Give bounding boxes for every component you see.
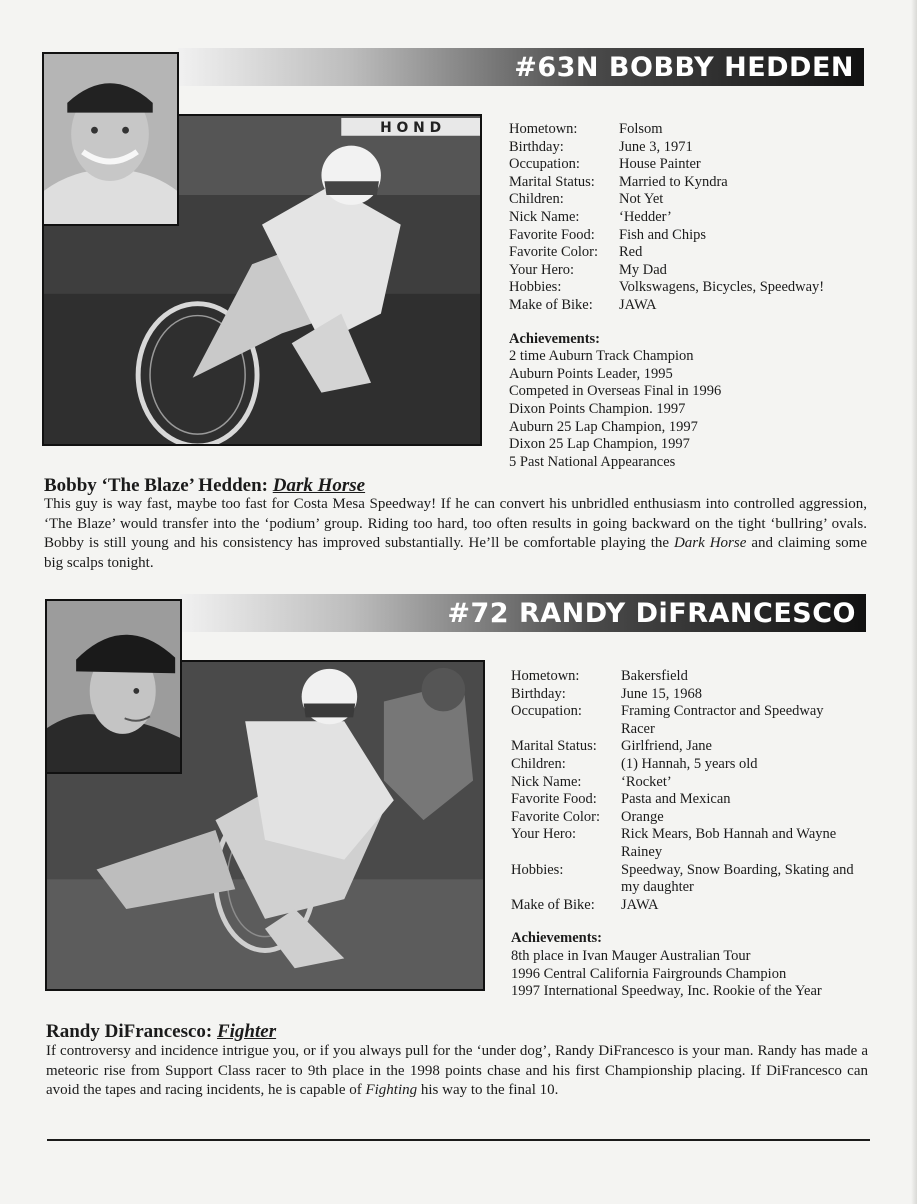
stat-value: Married to Kyndra (619, 173, 728, 190)
blurb-text: This guy is way fast, maybe too fast for Costa Mesa Speedway! If he can convert his unbridled enthusiasm into controlled aggression, ‘The Blaze’ would transfer into the ‘podium’ group. Riding too hard, too often results in going backward on the tight ‘bullring’ ovals. Bobby is still young and his consistency has improved substantially. He’ll be comfortable playing the (44, 496, 867, 551)
blurb-emphasis: Dark Horse (673, 535, 747, 551)
stat-row (509, 209, 859, 227)
stat-row (511, 668, 871, 686)
stat-label: Make of Bike: (509, 296, 593, 313)
stat-value: June 3, 1971 (619, 138, 693, 155)
stat-row (511, 791, 871, 809)
stat-value: Orange (621, 808, 664, 825)
stat-value: (1) Hannah, 5 years old (621, 755, 758, 772)
achievement-item: 1996 Central California Fairgrounds Champion (511, 965, 787, 982)
stat-label: Hobbies: (511, 861, 564, 878)
rider-portrait-photo (42, 52, 179, 226)
stat-label: Occupation: (509, 156, 580, 173)
stat-label: Occupation: (511, 703, 582, 720)
stat-label: Birthday: (509, 138, 564, 155)
stat-value: Framing Contractor and Speedway Racer (621, 703, 824, 737)
headline-name: Bobby ‘The Blaze’ Hedden: (44, 475, 273, 496)
blurb-text-end: his way to the final 10. (417, 1082, 559, 1098)
stat-value: Pasta and Mexican (621, 791, 731, 808)
stat-value: ‘Hedder’ (619, 208, 672, 225)
headline-tag: Fighter (216, 1021, 277, 1042)
headline-name: Randy DiFrancesco: (46, 1021, 217, 1042)
stat-row (509, 262, 859, 280)
blurb-text-end: and claiming some big scalps tonight. (44, 535, 868, 571)
achievement-item: Competed in Overseas Final in 1996 (509, 383, 722, 400)
stat-label: Children: (511, 755, 566, 772)
stat-label: Favorite Food: (509, 226, 595, 243)
race-action-photo (45, 660, 485, 991)
stat-value: Not Yet (619, 191, 664, 208)
stat-label: Your Hero: (511, 826, 576, 843)
stat-value: ‘Rocket’ (621, 773, 672, 790)
stat-row (511, 703, 871, 738)
stat-value: Rick Mears, Bob Hannah and Wayne Rainey (621, 826, 837, 860)
stat-value: Speedway, Snow Boarding, Skating and my daughter (621, 861, 854, 896)
achievement-item: 8th place in Ivan Mauger Australian Tour (511, 947, 751, 964)
stat-row (509, 279, 859, 297)
achievement-item: 5 Past National Appearances (509, 453, 676, 470)
stat-label: Hometown: (509, 121, 578, 137)
rider-headline (46, 1021, 276, 1043)
stat-label: Marital Status: (509, 173, 595, 190)
stat-row (511, 826, 871, 861)
achievement-item: 2 time Auburn Track Champion (509, 348, 694, 365)
stat-row (509, 191, 859, 209)
achievement-item: Dixon 25 Lap Champion, 1997 (509, 436, 690, 453)
stat-row (511, 686, 871, 704)
stat-value: Folsom (619, 121, 663, 137)
achievement-item: Auburn Points Leader, 1995 (509, 365, 673, 382)
rider-banner: #72 RANDY DiFRANCESCO (180, 594, 866, 632)
stat-row (509, 244, 859, 262)
achievement-item: Dixon Points Champion. 1997 (509, 400, 686, 417)
stat-value: My Dad (619, 261, 667, 278)
stat-label: Hometown: (511, 668, 580, 684)
stat-row (509, 139, 859, 157)
stat-row (511, 774, 871, 792)
stat-value: JAWA (621, 896, 659, 913)
stat-label: Favorite Color: (511, 808, 601, 825)
stat-row (511, 756, 871, 774)
stat-row (509, 227, 859, 245)
blurb-emphasis: Fighting (365, 1082, 418, 1098)
stat-label: Your Hero: (509, 261, 574, 278)
stat-value: House Painter (619, 156, 701, 173)
achievement-item: Auburn 25 Lap Champion, 1997 (509, 418, 698, 435)
stat-value: Fish and Chips (619, 226, 707, 243)
stat-row (509, 121, 859, 139)
stat-label: Children: (509, 191, 564, 208)
stat-label: Nick Name: (509, 208, 580, 225)
stat-value: Red (619, 244, 643, 261)
stat-label: Favorite Food: (511, 791, 597, 808)
stat-label: Favorite Color: (509, 244, 599, 261)
stat-row (511, 862, 871, 897)
stat-value: JAWA (619, 296, 657, 313)
footer-rule (47, 1139, 870, 1141)
stat-label: Make of Bike: (511, 896, 595, 913)
achievement-item: 1997 International Speedway, Inc. Rookie of the Year (511, 983, 822, 1000)
stat-label: Nick Name: (511, 773, 582, 790)
stat-row (511, 809, 871, 827)
stat-row (511, 738, 871, 756)
headline-tag: Dark Horse (272, 475, 366, 496)
stat-row (509, 156, 859, 174)
stat-label: Birthday: (511, 685, 566, 702)
rider-blurb (44, 495, 867, 573)
stat-row (509, 297, 859, 315)
stat-value: Girlfriend, Jane (621, 738, 712, 755)
rider-stats (511, 668, 871, 1001)
rider-stats (509, 121, 859, 471)
rider-banner: #63N BOBBY HEDDEN (178, 48, 864, 86)
stat-value: Volkswagens, Bicycles, Speedway! (619, 279, 825, 296)
rider-blurb (46, 1042, 868, 1101)
achievements-heading: Achievements: (509, 330, 601, 347)
stat-label: Marital Status: (511, 738, 597, 755)
rider-headline (44, 475, 365, 497)
rider-profile-hedden (0, 0, 917, 580)
stat-row (509, 174, 859, 192)
stat-label: Hobbies: (509, 279, 562, 296)
achievements-heading: Achievements: (511, 930, 603, 947)
rider-portrait-photo (45, 599, 182, 774)
stat-value: June 15, 1968 (621, 685, 702, 702)
blurb-text: If controversy and incidence intrigue you, or if you always pull for the ‘under dog’, Randy DiFrancesco is your man. Randy has made a meteoric rise from Support Class racer to 9th place in the 1998 points chase and his first Championship placing. If DiFrancesco can avoid the tapes and racing incidents, he is capable of (46, 1043, 868, 1098)
stat-value: Bakersfield (621, 668, 688, 684)
sponsor-sign-text: H O N D (380, 119, 442, 136)
stat-row (511, 897, 871, 915)
